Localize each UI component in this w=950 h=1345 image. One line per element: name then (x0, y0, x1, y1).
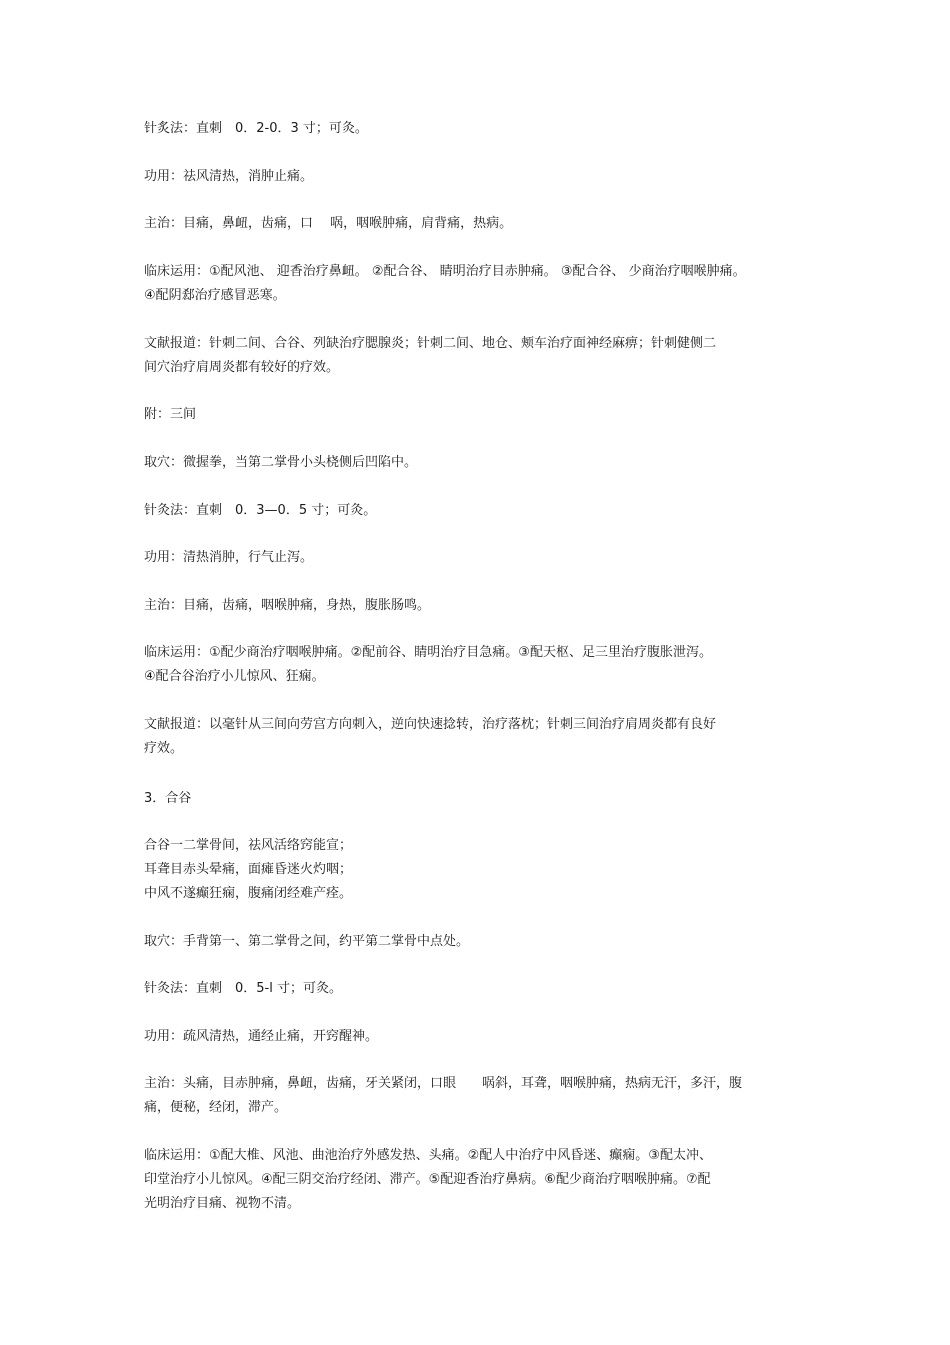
section-heading-hegu: 3．合谷 (144, 791, 192, 806)
indications-line: 主治：头痛，目赤肿痛，鼻衄，齿痛，牙关紧闭，口眼 㖞斜，耳聋，咽喉肿痛，热病无汗，多汗，腹 (144, 1076, 743, 1091)
clinical-use-line: 临床运用：①配大椎、风池、曲池治疗外感发热、头痛。②配人中治疗中风昏迷、癫痫。③配太冲、 (144, 1148, 712, 1163)
point-location-line: 取穴：微握拳，当第二掌骨小头桡侧后凹陷中。 (144, 455, 418, 470)
indications-line-cont: 痛，便秘，经闭，滞产。 (144, 1100, 288, 1115)
acupuncture-method-line: 针炙法：直刺 0．2-0．3 寸；可灸。 (144, 121, 368, 136)
point-location-line: 取穴：手背第一、第二掌骨之间，约平第二掌骨中点处。 (144, 934, 470, 949)
literature-report-line: 文献报道：针刺二间、合谷、列缺治疗腮腺炎；针刺二间、地仓、颊车治疗面神经麻痹；针刺健侧二 (144, 336, 717, 351)
clinical-use-line-cont: ④配合谷治疗小儿惊风、狂痫。 (144, 669, 325, 684)
clinical-use-line-cont: ④配阴郄治疗感冒恶寒。 (144, 288, 286, 303)
acupuncture-method-line: 针灸法：直刺 0．5-l 寸；可灸。 (144, 981, 342, 996)
literature-report-line: 文献报道：以毫针从三间向劳宫方向刺入，逆向快速捻转，治疗落枕；针刺三间治疗肩周炎都有良好 (144, 717, 717, 732)
function-line: 功用：疏风清热，通经止痛，开窍醒神。 (144, 1029, 379, 1044)
clinical-use-line-cont: 光明治疗目痛、视物不清。 (144, 1196, 301, 1211)
indications-line: 主治：目痛，鼻衄，齿痛，口 㖞，咽喉肿痛，肩背痛，热病。 (144, 216, 513, 231)
verse-line-1: 合谷一二掌骨间，祛风活络窍能宣； (144, 838, 353, 853)
literature-report-line-cont: 疗效。 (144, 741, 184, 756)
clinical-use-line: 临床运用：①配风池、 迎香治疗鼻衄。 ②配合谷、 睛明治疗目赤肿痛。 ③配合谷、 少商治疗咽喉肿痛。 (144, 264, 746, 279)
verse-line-2: 耳聋目赤头晕痛，面瘫昏迷火灼咽； (144, 862, 353, 877)
acupuncture-method-line: 针灸法：直刺 0．3—0．5 寸；可灸。 (144, 503, 377, 518)
clinical-use-line-cont: 印堂治疗小儿惊风。④配三阴交治疗经闭、滞产。⑤配迎香治疗鼻病。⑥配少商治疗咽喉肿痛。⑦配 (144, 1172, 711, 1187)
literature-report-line-cont: 间穴治疗肩周炎都有较好的疗效。 (144, 360, 340, 375)
indications-line: 主治：目痛，齿痛，咽喉肿痛，身热，腹胀肠鸣。 (144, 598, 431, 613)
appendix-heading: 附：三间 (144, 407, 197, 422)
function-line: 功用：清热消肿，行气止泻。 (144, 550, 314, 565)
function-line: 功用：祛风清热，消肿止痛。 (144, 169, 314, 184)
verse-line-3: 中风不遂癫狂痫，腹痛闭经难产痊。 (144, 886, 353, 901)
clinical-use-line: 临床运用：①配少商治疗咽喉肿痛。②配前谷、睛明治疗目急痛。③配天枢、足三里治疗腹胀泄泻。 (144, 645, 712, 660)
